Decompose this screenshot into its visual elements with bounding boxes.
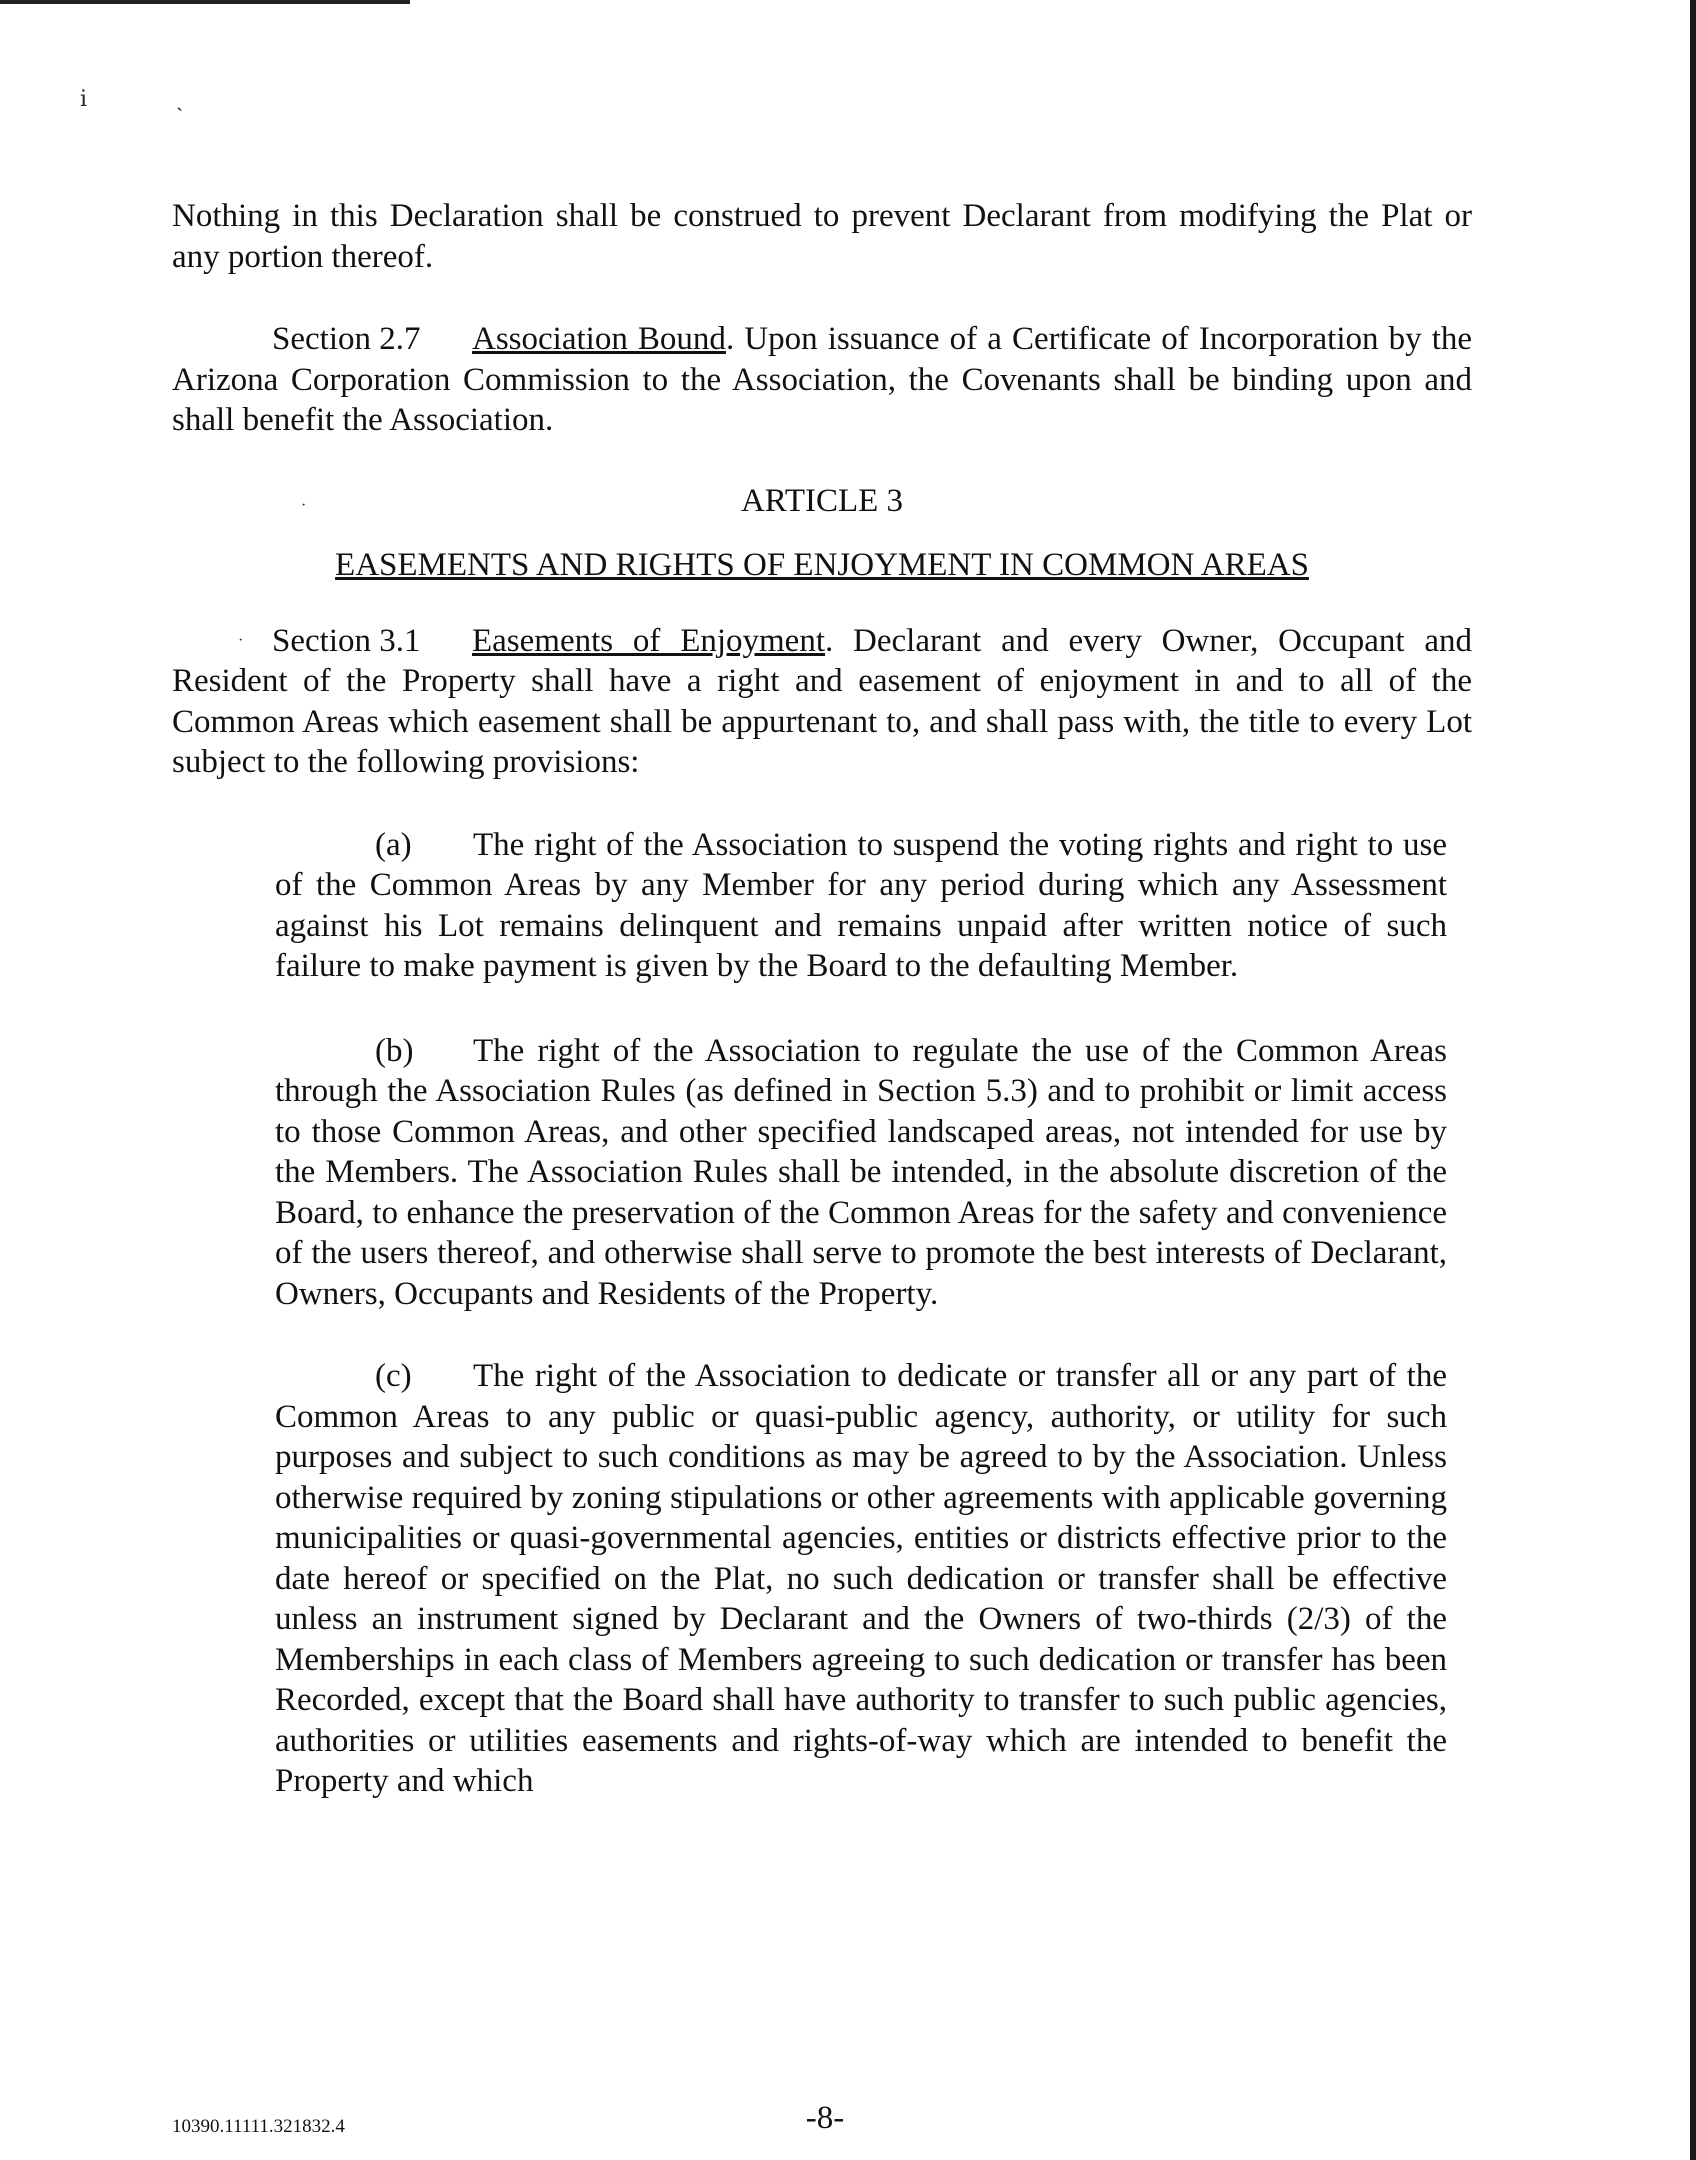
provision-a-text: The right of the Association to suspend the voting rights and right to use of the Common Areas by any Member for any period during which any Assessment against his Lot remains delinquent and remains unpaid after written notice of such failure to make payment is given by the Board to the defaulting Member.: [275, 826, 1447, 984]
provision-a-label: (a): [375, 826, 412, 863]
section-3-1-text: . Declarant and every Owner, Occupant and Resident of the Property shall have a right and easement of enjoyment in and to all of the Common Areas which easement shall be appurtenant to, and shall pass with, the title to every Lot subject to the following provisions:: [172, 622, 1473, 780]
scan-speck: ⅰ: [80, 86, 88, 111]
section-3-1-paragraph: [172, 621, 1472, 783]
provision-c-label: (c): [375, 1358, 412, 1394]
scan-right-edge: [1690, 0, 1696, 2160]
provision-b-text: The right of the Association to regulate the use of the Common Areas through the Association Rules (as defined in Section 5.3) and to prohibit or limit access to those Common Areas, and other specified landscaped areas, not intended for use by the Members. The Association Rules shall be intended, in the absolute discretion of the Board, to enhance the preservation of the Common Areas for the safety and convenience of the users thereof, and otherwise shall serve to promote the best interests of Declarant, Owners, Occupants and Residents of the Property.: [275, 1032, 1447, 1312]
document-body: [172, 196, 1472, 1802]
scan-speck: ·: [301, 497, 307, 514]
scan-speck: ˎ: [176, 86, 184, 111]
intro-paragraph: Nothing in this Declaration shall be construed to prevent Declarant from modifying the Plat or any portion thereof.: [172, 198, 1472, 275]
provision-c: [275, 1356, 1447, 1802]
section-2-7-title: Association Bound: [472, 321, 726, 357]
section-2-7-text: . Upon issuance of a Certificate of Incorporation by the Arizona Corporation Commission to the Association, the Covenants shall be binding upon and shall benefit the Association.: [172, 321, 1473, 438]
footer-page-number: -8-: [805, 2100, 845, 2136]
provision-a: [275, 825, 1447, 987]
scan-speck: ·: [238, 632, 244, 649]
article-title: EASEMENTS AND RIGHTS OF ENJOYMENT IN COMMON AREAS: [335, 546, 1309, 583]
section-3-1-title: Easements of Enjoyment: [472, 622, 826, 659]
section-2-7-paragraph: [172, 319, 1472, 441]
section-3-1-label: Section 3.1: [272, 622, 421, 659]
article-heading: ARTICLE 3: [740, 482, 904, 519]
provision-c-text: The right of the Association to dedicate or transfer all or any part of the Common Areas to any public or quasi-public agency, authority, or utility for such purposes and subject to such conditions as may be agreed to by the Association. Unless otherwise required by zoning stipulations or other agreements with applicable governing municipalities or quasi-governmental agencies, entities or districts effective prior to the date hereof or specified on the Plat, no such dedication or transfer shall be effective unless an instrument signed by Declarant and the Owners of two-thirds (2/3) of the Memberships in each class of Members agreeing to such dedication or transfer has been Recorded, except that the Board shall have authority to transfer to such public agencies, authorities or utilities easements and rights-of-way which are intended to benefit the Property and which: [275, 1358, 1447, 1799]
section-2-7-label: Section 2.7: [272, 321, 421, 357]
scan-top-rule: [0, 0, 410, 4]
footer-document-id: 10390.11111.321832.4: [172, 2116, 345, 2137]
provision-b-label: (b): [375, 1032, 414, 1069]
provision-b: [275, 1031, 1447, 1315]
